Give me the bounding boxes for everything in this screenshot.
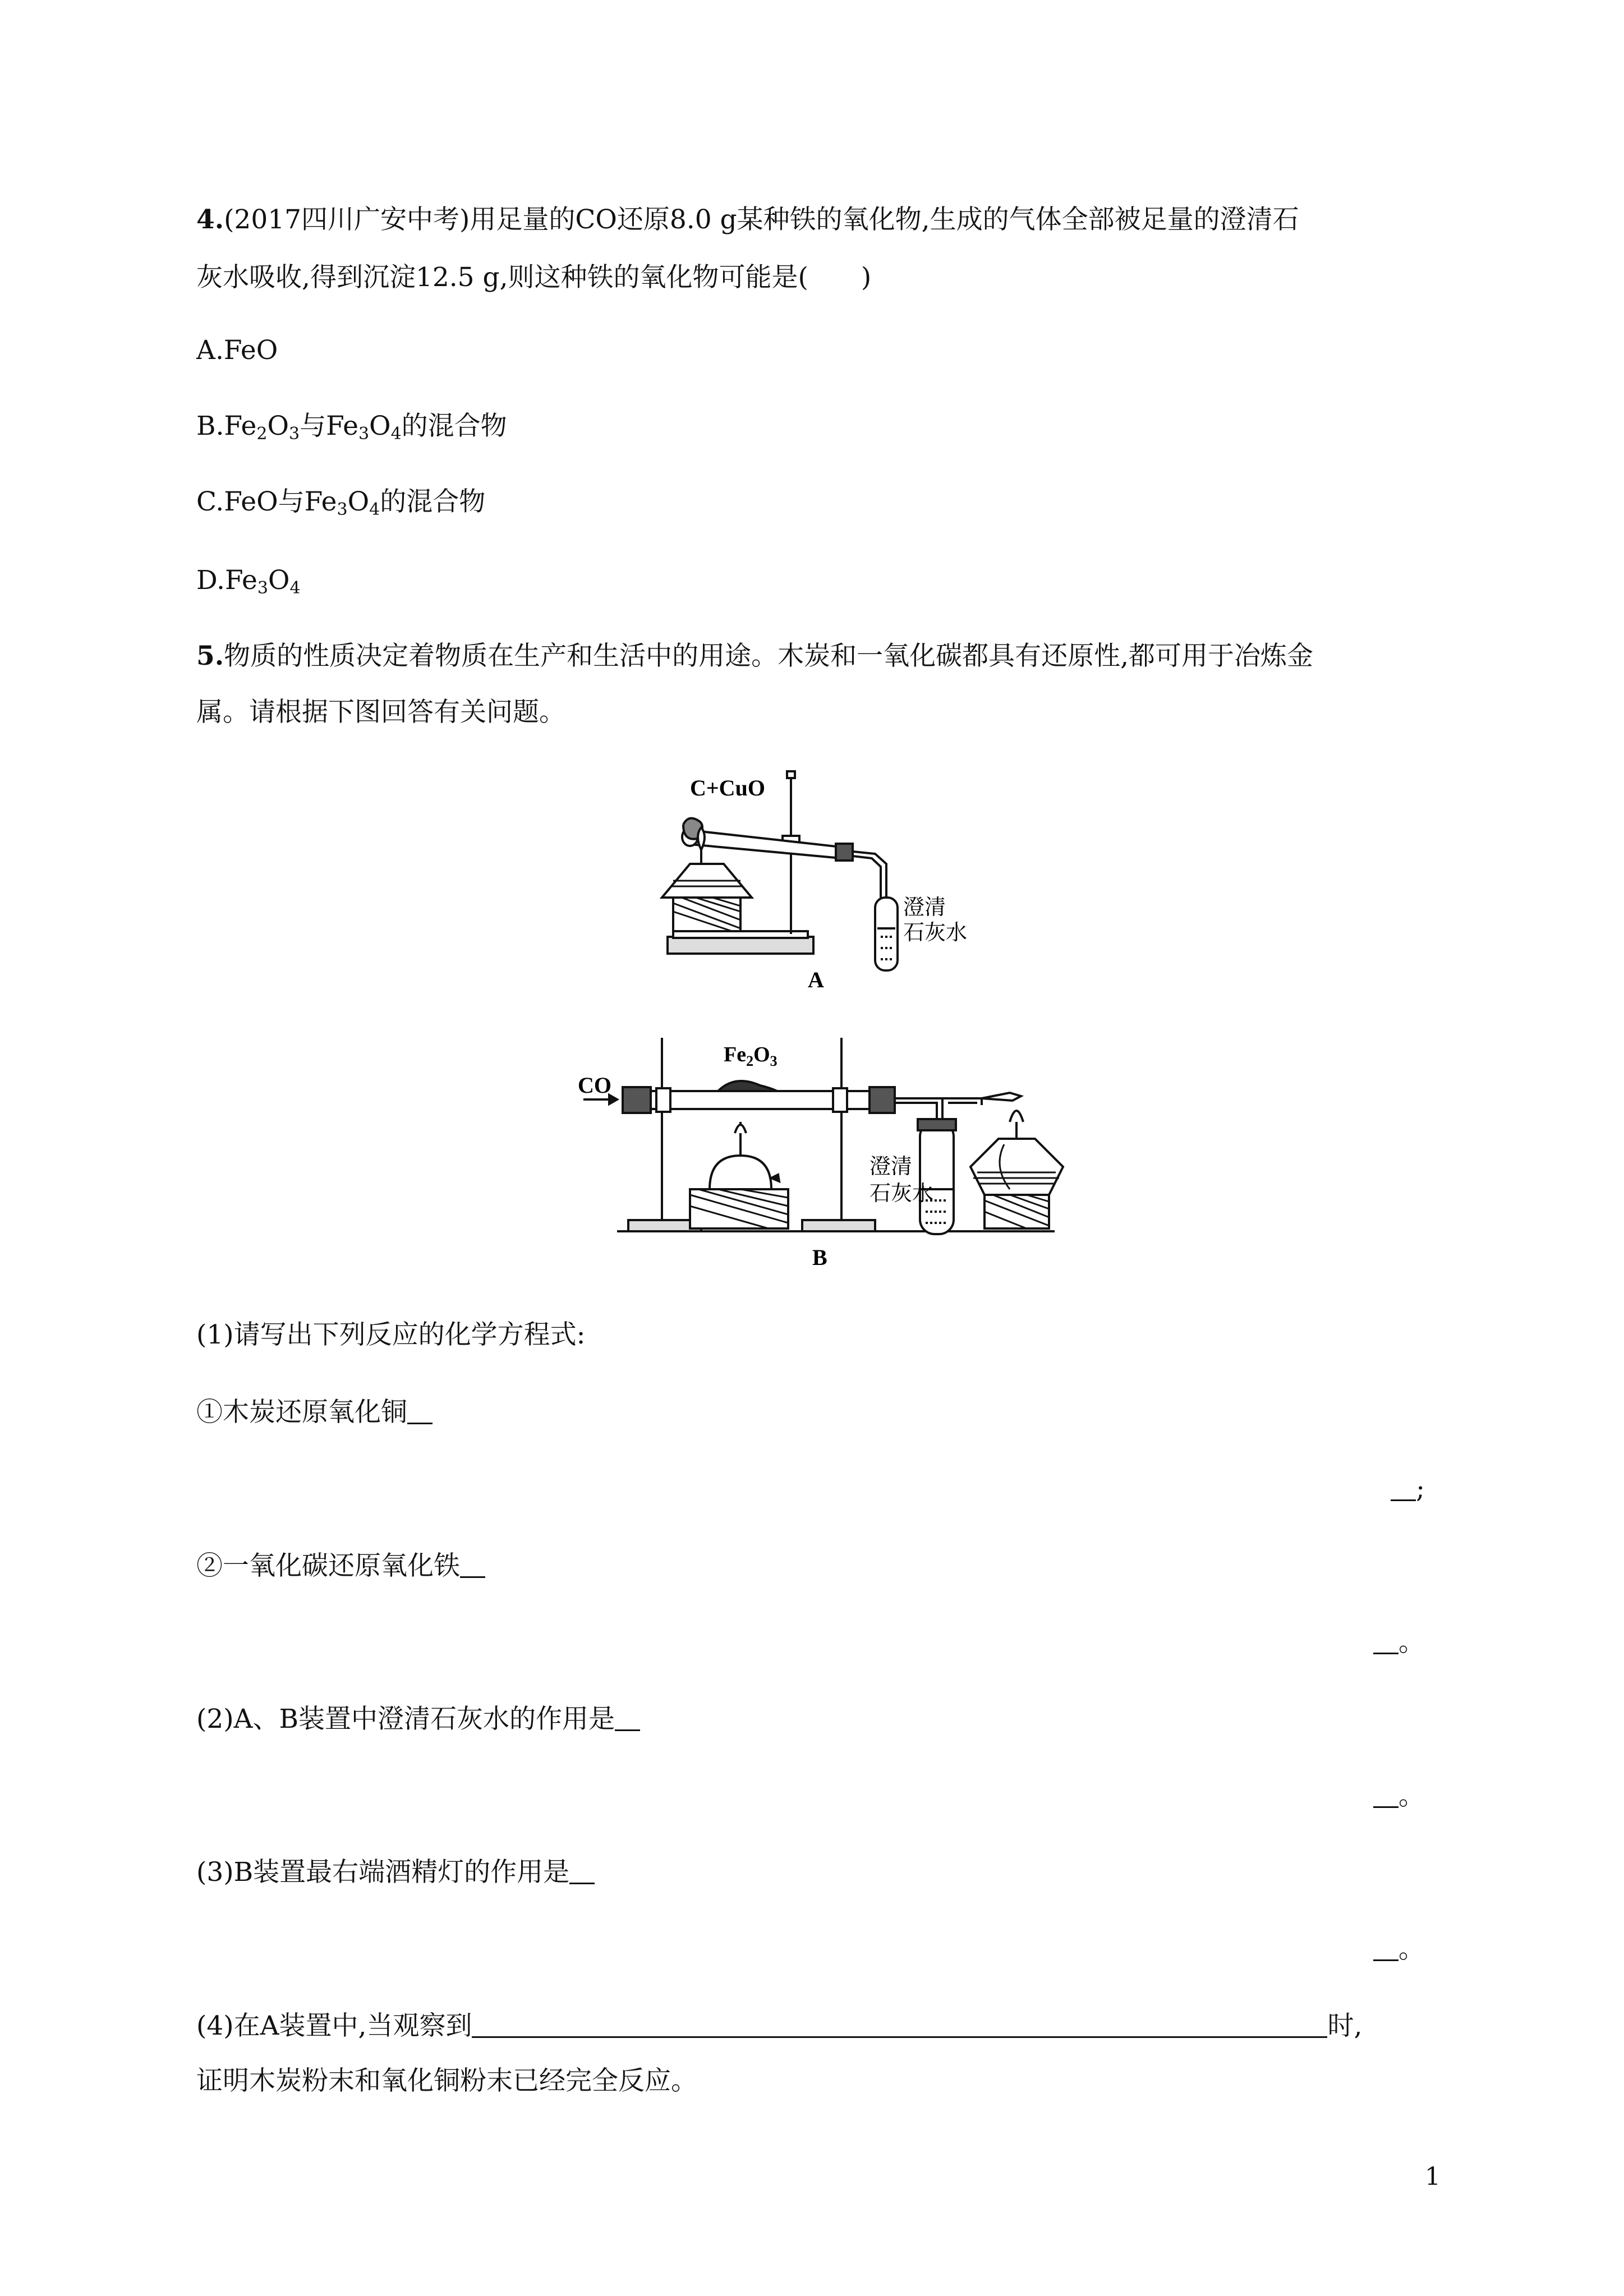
figure-b-label: B (812, 1245, 827, 1270)
q5-part3-end: 。 (1373, 1932, 1425, 1966)
answer-blank-4[interactable] (472, 2036, 1327, 2038)
answer-blank-3-end[interactable] (1373, 1959, 1398, 1961)
figure-b-reagent-label: $Fe_2O_3$ (724, 1043, 778, 1069)
q4-text-1: (2017四川广安中考)用足量的CO还原8.0 g某种铁的氧化物,生成的气体全部被足量的澄清石 (224, 204, 1299, 235)
figure-a-apparatus (640, 769, 987, 993)
q5-part1a: ①木炭还原氧化铜 (196, 1396, 433, 1429)
figure-a-label: A (808, 967, 824, 992)
q4-line2: 灰水吸收,得到沉淀12.5 g,则这种铁的氧化物可能是( ) (196, 262, 872, 293)
figure-a-limewater-label-2: 石灰水 (903, 920, 968, 945)
q4-line1 (196, 203, 1299, 237)
q5-part1a-end: ; (1391, 1473, 1425, 1506)
q5-part4-line2: 证明木炭粉末和氧化铜粉末已经完全反应。 (196, 2065, 697, 2096)
q5-part1-intro: (1)请写出下列反应的化学方程式: (196, 1319, 586, 1350)
q4-number: 4. (196, 204, 224, 235)
q5-line1: 5.物质的性质决定着物质在生产和生活中的用途。木炭和一氧化碳都具有还原性,都可用于冶炼金 (196, 641, 1314, 671)
q5-part2-end: 。 (1373, 1779, 1425, 1813)
q5-part4: (4)在A装置中,当观察到 时, (196, 2010, 1363, 2041)
q5-part2: (2)A、B装置中澄清石灰水的作用是 (196, 1703, 640, 1736)
q4-option-d: $D.Fe_3O_4$ (196, 565, 301, 598)
q4-option-b: $B.Fe_2O_3$与$Fe_3O_4$的混合物 (196, 411, 507, 444)
q5-line2: 属。请根据下图回答有关问题。 (196, 697, 565, 728)
page-number: 1 (1425, 2162, 1441, 2191)
answer-blank-2-end[interactable] (1373, 1806, 1398, 1808)
figure-a-reagent-label: C+CuO (690, 775, 765, 800)
figure-b-limewater-label-2: 石灰水 (869, 1181, 934, 1205)
answer-blank-2-start[interactable] (615, 1729, 640, 1731)
figure-b-limewater-label-1: 澄清 (869, 1154, 913, 1179)
q5-number: 5. (196, 641, 224, 671)
answer-blank-1b-end[interactable] (1373, 1653, 1398, 1654)
figure-b-gas-label: CO (578, 1073, 611, 1098)
q5-part1b: ②一氧化碳还原氧化铁 (196, 1549, 485, 1583)
figure-b-apparatus (578, 1027, 1071, 1273)
q5-part3: (3)B装置最右端酒精灯的作用是 (196, 1856, 595, 1889)
answer-blank-1a-end[interactable] (1391, 1499, 1416, 1501)
figure-a-limewater-label-1: 澄清 (903, 895, 946, 919)
q4-option-c: C.FeO与$Fe_3O_4$的混合物 (196, 486, 486, 519)
answer-blank-1b-start[interactable] (460, 1576, 485, 1578)
q5-part1b-end: 。 (1373, 1626, 1425, 1659)
q4-option-a: A.FeO (196, 335, 278, 366)
answer-blank-3-start[interactable] (569, 1883, 595, 1884)
answer-blank-1a-start[interactable] (407, 1423, 433, 1424)
